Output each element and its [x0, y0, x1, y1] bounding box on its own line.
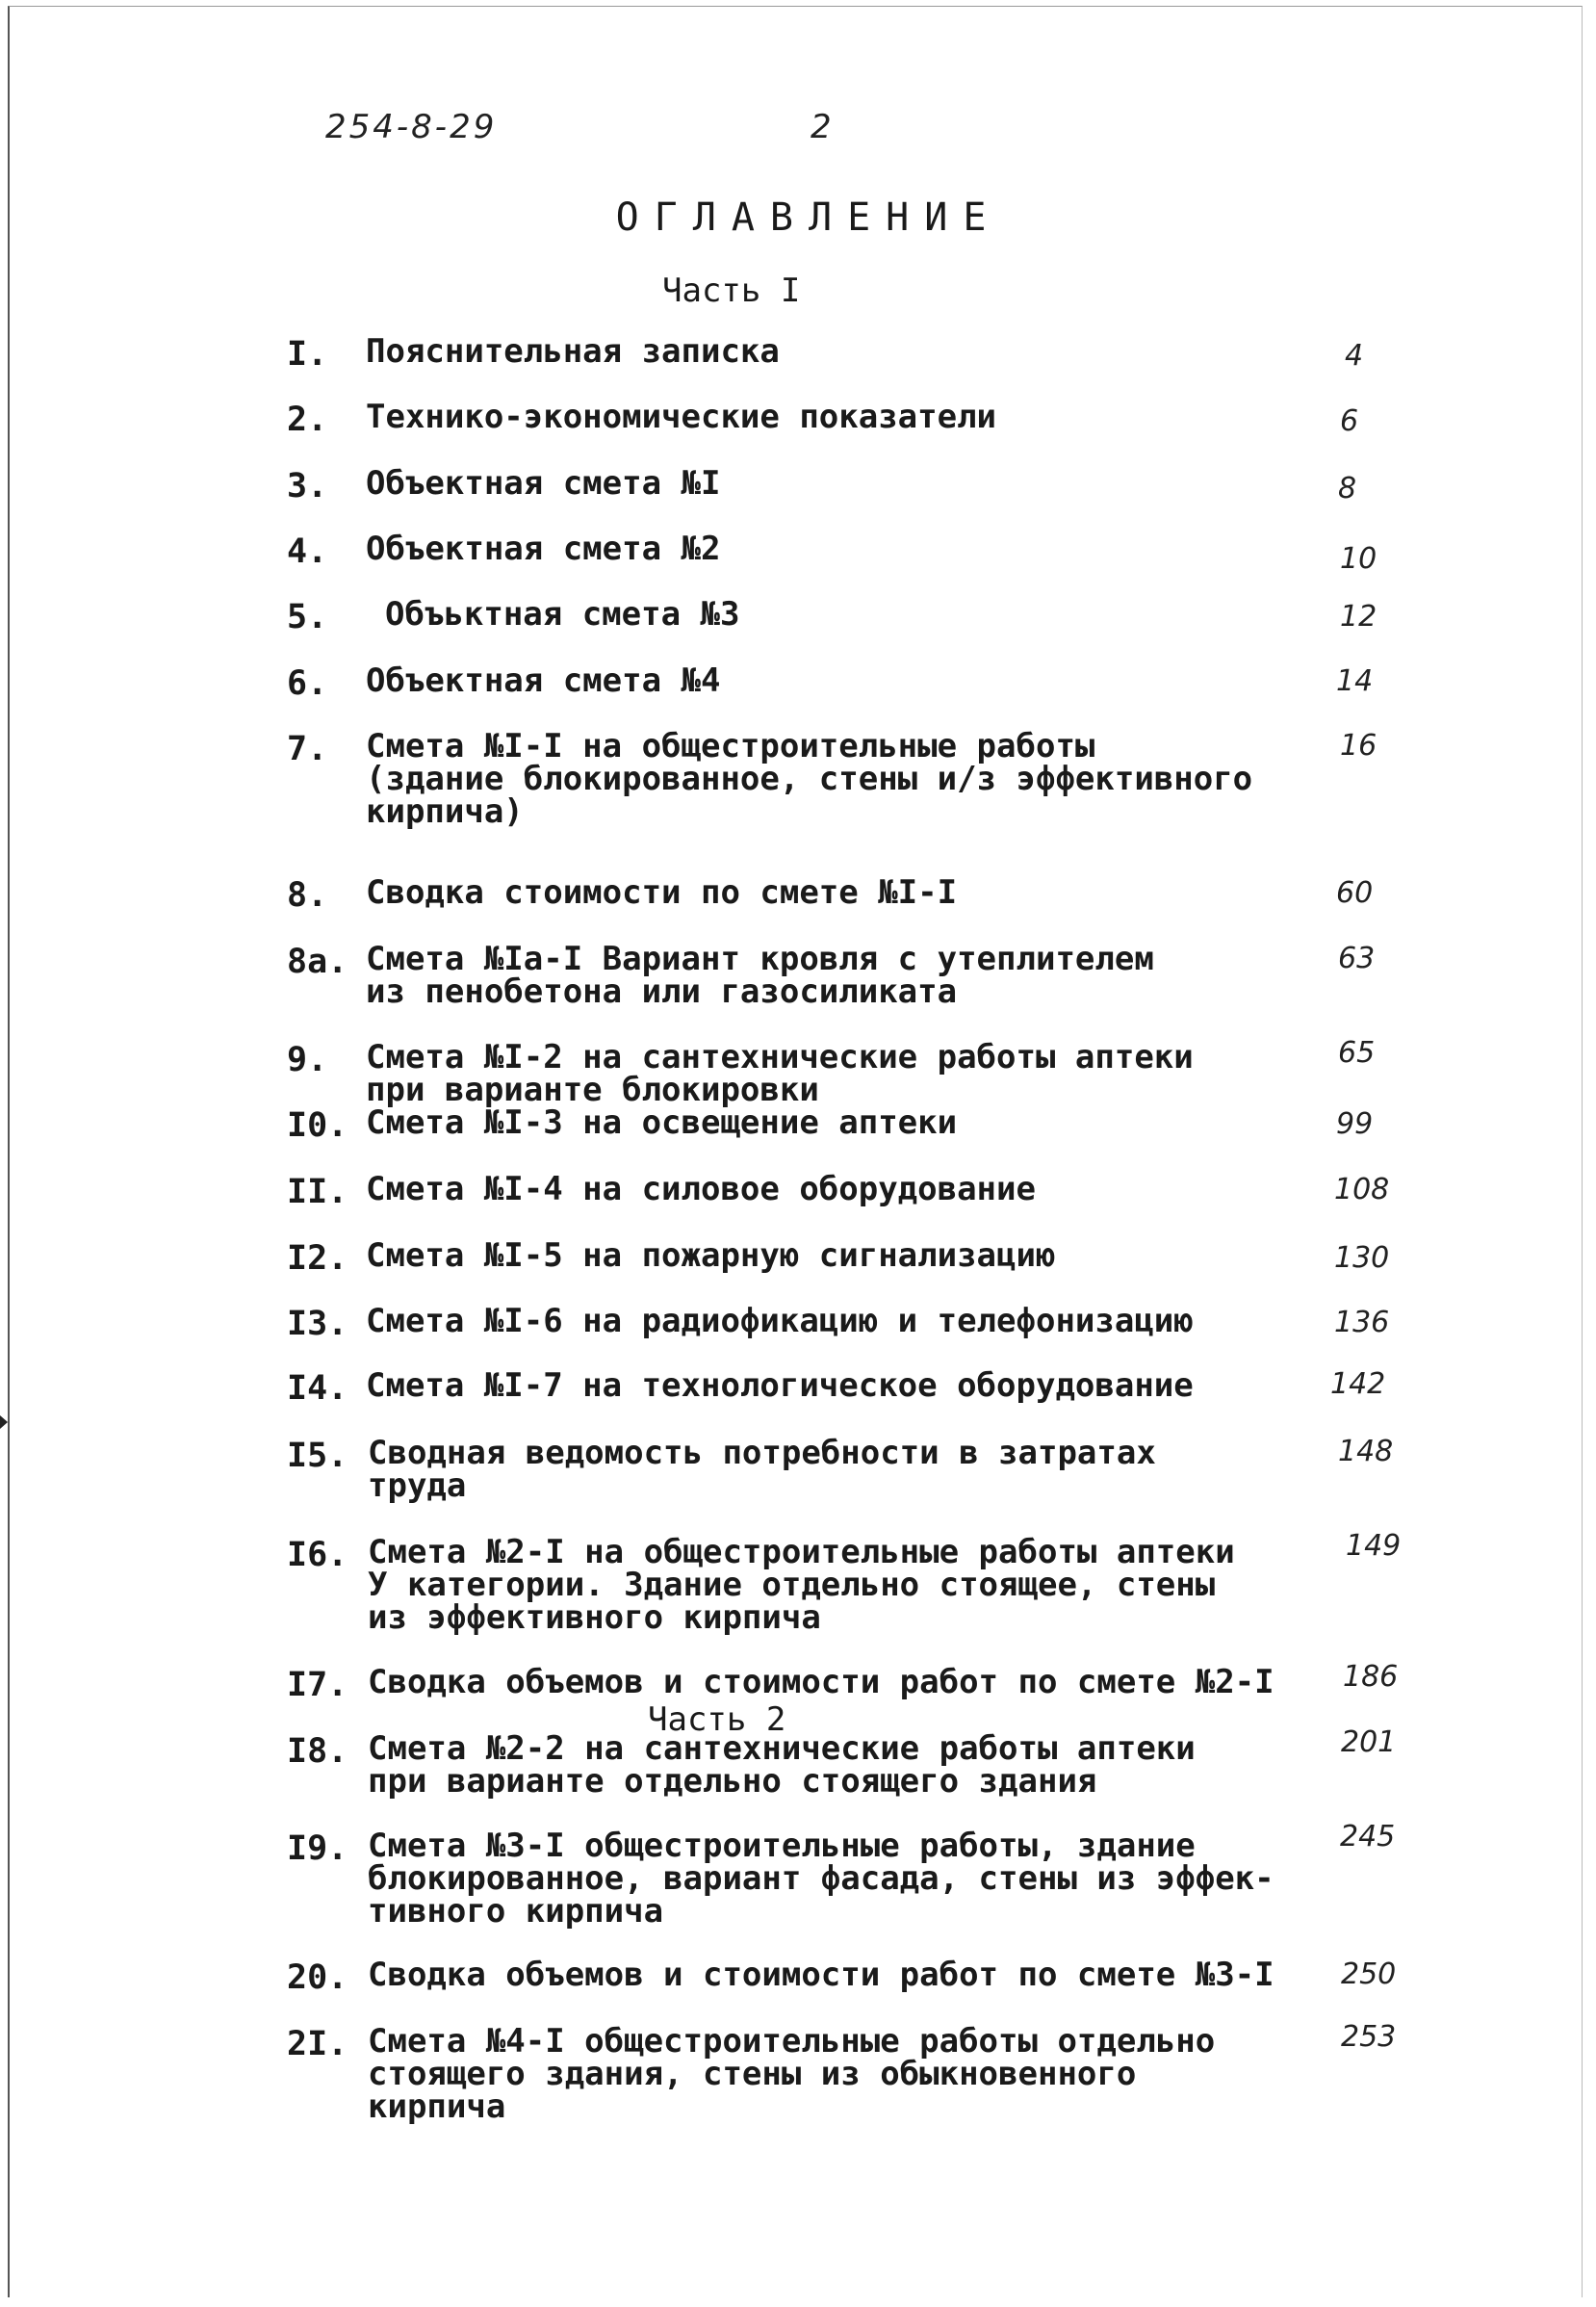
toc-entry-title: Смета №Iа-I Вариант кровля с утеплителем из пенобетона или газосиликата: [366, 940, 1154, 1011]
page-number: 2: [811, 108, 832, 146]
toc-entry-page: 65: [1338, 1036, 1376, 1070]
toc-entry-number: I5.: [287, 1437, 348, 1475]
toc-entry-number: I4.: [287, 1369, 348, 1408]
toc-entry-title: Смета №3-I общестроительные работы, здание блокированное, вариант фасада, стены из эффек- тивного кирпича: [368, 1827, 1274, 1931]
toc-entry-title: Смета №I-6 на радиофикацию и телефонизацию: [366, 1302, 1194, 1340]
toc-entry-page: 63: [1338, 942, 1376, 975]
toc-entry-number: 20.: [287, 1958, 348, 1997]
toc-entry-number: I.: [287, 335, 328, 374]
part-1-heading: Часть I: [662, 272, 801, 310]
toc-entry-title: Сводка объемов и стоимости работ по смете №2-I: [368, 1663, 1274, 1701]
toc-entry-number: 9.: [287, 1041, 328, 1079]
toc-entry-number: I8.: [287, 1732, 348, 1771]
toc-entry-title: Смета №I-3 на освещение аптеки: [366, 1103, 958, 1142]
toc-entry-number: I7.: [287, 1666, 348, 1704]
toc-entry-number: I2.: [287, 1239, 348, 1278]
toc-entry-title: Сводная ведомость потребности в затратах труда: [368, 1434, 1156, 1505]
toc-entry-title: Смета №I-5 на пожарную сигнализацию: [366, 1236, 1056, 1275]
toc-entry-title: Смета №I-2 на сантехнические работы аптеки при варианте блокировки: [366, 1038, 1194, 1109]
toc-entry-number: II.: [287, 1173, 348, 1211]
toc-entry-page: 201: [1341, 1725, 1397, 1759]
toc-entry-title: Сводка объемов и стоимости работ по смете №3-I: [368, 1956, 1274, 1994]
toc-entry-title: Смета №I-I на общестроительные работы (здание блокированное, стены и/з эффективного кирпича): [366, 727, 1253, 831]
toc-entry-number: I0.: [287, 1106, 348, 1145]
toc-entry-page: 14: [1336, 664, 1374, 698]
toc-entry-title: Технико-экономические показатели: [366, 398, 997, 436]
toc-entry-number: I3.: [287, 1305, 348, 1343]
part-2-heading: Часть 2: [648, 1700, 786, 1739]
toc-entry-number: 7.: [287, 730, 328, 768]
toc-entry-page: 245: [1340, 1820, 1396, 1853]
toc-entry-title: Объектная смета №4: [366, 661, 721, 700]
toc-entry-page: 8: [1338, 472, 1357, 505]
toc-entry-page: 10: [1340, 542, 1377, 576]
toc-entry-page: 108: [1334, 1173, 1390, 1206]
toc-entry-page: 136: [1334, 1306, 1390, 1339]
toc-entry-number: 3.: [287, 467, 328, 505]
toc-entry-title: Смета №2-2 на сантехнические работы аптеки при варианте отдельно стоящего здания: [368, 1729, 1196, 1801]
toc-entry-page: 250: [1341, 1957, 1397, 1991]
toc-entry-page: 99: [1336, 1107, 1374, 1141]
toc-entry-number: I9.: [287, 1829, 348, 1868]
toc-entry-page: 148: [1338, 1435, 1394, 1468]
toc-entry-page: 16: [1340, 729, 1377, 763]
toc-entry-title: Смета №I-4 на силовое оборудование: [366, 1170, 1036, 1208]
toc-entry-number: I6.: [287, 1536, 348, 1574]
toc-entry-page: 142: [1330, 1367, 1386, 1401]
toc-entry-number: 2.: [287, 401, 328, 439]
toc-entry-title: Объектная смета №2: [366, 530, 721, 568]
toc-entry-page: 60: [1336, 876, 1374, 910]
page-title: ОГЛАВЛЕНИЕ: [615, 195, 1002, 240]
toc-entry-number: 8.: [287, 876, 328, 915]
document-code: 254-8-29: [325, 108, 498, 146]
margin-arrow-mark: [0, 1415, 8, 1429]
toc-entry-title: Смета №I-7 на технологическое оборудование: [366, 1366, 1194, 1405]
toc-entry-page: 130: [1334, 1241, 1390, 1275]
toc-entry-number: 6.: [287, 664, 328, 703]
toc-entry-number: 8а.: [287, 943, 348, 981]
toc-entry-number: 5.: [287, 598, 328, 636]
toc-entry-page: 12: [1340, 600, 1377, 634]
toc-entry-number: 2I.: [287, 2025, 348, 2063]
toc-entry-page: 186: [1343, 1660, 1399, 1694]
toc-entry-title: Сводка стоимости по смете №I-I: [366, 873, 958, 912]
toc-entry-title: Смета №4-I общестроительные работы отдельно стоящего здания, стены из обыкновенного кирпича: [368, 2022, 1216, 2126]
toc-entry-page: 149: [1346, 1529, 1402, 1563]
toc-entry-title: Объектная смета №I: [366, 464, 721, 503]
toc-entry-page: 6: [1340, 404, 1359, 438]
toc-entry-title: Объьктная смета №3: [385, 595, 740, 634]
toc-entry-number: 4.: [287, 532, 328, 571]
toc-entry-title: Смета №2-I на общестроительные работы аптеки У категории. Здание отдельно стоящее, стены из эффективного кирпича: [368, 1533, 1235, 1637]
toc-entry-page: 253: [1341, 2020, 1397, 2054]
toc-entry-title: Пояснительная записка: [366, 332, 780, 371]
toc-entry-page: 4: [1345, 339, 1364, 373]
